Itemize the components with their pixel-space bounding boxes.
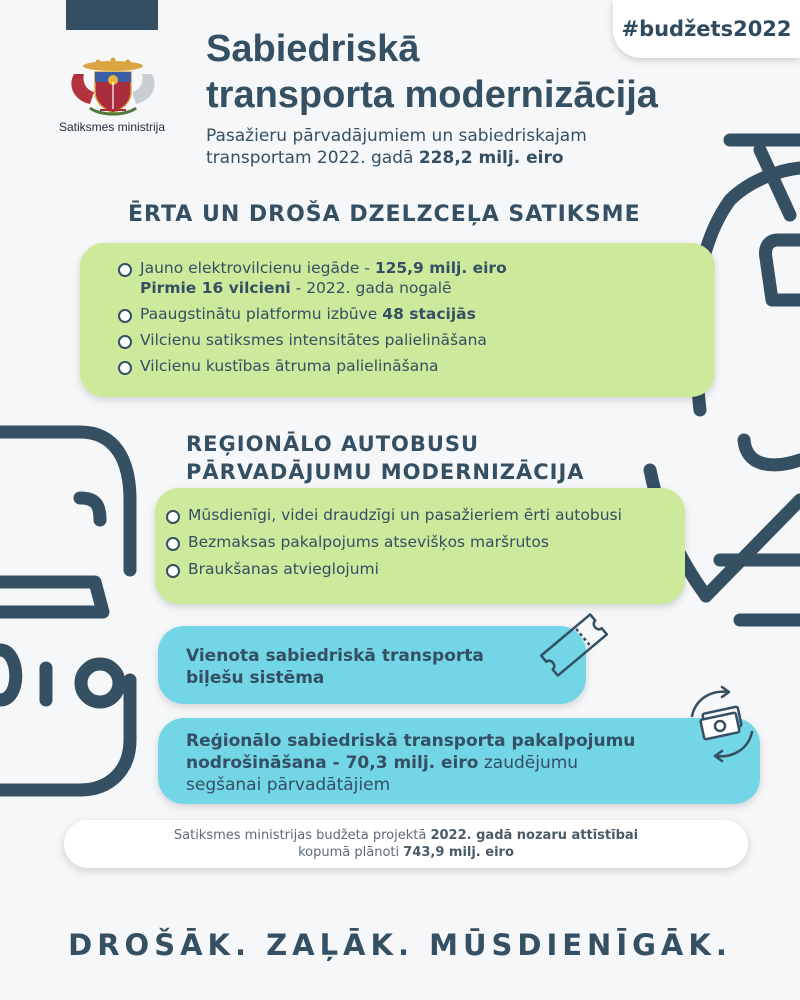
note-total-amount: 743,9 milj. eiro — [403, 845, 514, 860]
hashtag-badge: #budžets2022 — [613, 0, 800, 58]
ticket-line-1: Vienota sabiedriskā transporta — [186, 646, 484, 666]
rail-item-1b-bold: Pirmie 16 vilcieni — [140, 279, 291, 297]
note-bold-1: 2022. gadā nozaru attīstībai — [430, 828, 639, 843]
list-item: Braukšanas atvieglojumi — [164, 559, 622, 579]
ticket-text — [186, 645, 484, 689]
subtitle-amount: 228,2 milj. eiro — [418, 148, 564, 168]
title-line-1: Sabiedriskā — [206, 28, 420, 70]
list-item — [116, 258, 507, 278]
rail-item-1b-text: - 2022. gada nogalē — [290, 279, 452, 297]
bus-heading-line-1: REĢIONĀLO AUTOBUSU — [186, 432, 480, 456]
budget-note-text — [64, 827, 748, 861]
list-item: Bezmaksas pakalpojums atsevišķos maršrutos — [164, 532, 622, 552]
top-decor-tab — [66, 0, 158, 30]
subtitle-line-1: Pasažieru pārvadājumiem un sabiedriskajam — [206, 126, 587, 146]
list-item: Vilcienu satiksmes intensitātes palielināšana — [116, 330, 507, 350]
regional-line-2-rest: zaudējumu — [478, 753, 579, 773]
latvia-coat-of-arms-logo — [60, 44, 166, 116]
regional-line-2 — [186, 752, 746, 774]
subtitle — [206, 125, 666, 169]
note-line-1 — [64, 827, 748, 844]
rail-item-2-text: Paaugstinātu platformu izbūve — [140, 305, 383, 323]
list-item: Mūsdienīgi, videi draudzīgi un pasažieriem ērti autobusi — [164, 505, 622, 525]
rail-section-heading: ĒRTA UN DROŠA DZELZCEĻA SATIKSME — [128, 202, 641, 227]
slogan: DROŠĀK. ZAĻĀK. MŪSDIENĪGĀK. — [68, 928, 732, 962]
regional-line-1: Reģionālo sabiedriskā transporta pakalpojumu — [186, 731, 636, 751]
bus-list — [164, 505, 622, 586]
rail-item-1-text: Jauno elektrovilcienu iegāde - — [140, 259, 375, 277]
rail-item-2-bold: 48 stacijās — [382, 305, 476, 323]
subtitle-year-text: transportam 2022. gadā — [206, 148, 419, 168]
rail-list — [116, 258, 507, 382]
note-line-2-prefix: kopumā plānoti — [298, 845, 404, 860]
title-line-2: transporta modernizācija — [206, 74, 658, 116]
note-prefix: Satiksmes ministrijas budžeta projektā — [173, 828, 431, 843]
rail-item-1-amount: 125,9 milj. eiro — [374, 259, 507, 277]
ticket-line-2: biļešu sistēma — [186, 668, 325, 688]
page-title — [206, 26, 658, 118]
bus-outline-icon — [0, 432, 130, 790]
subtitle-line-2 — [206, 147, 666, 169]
regional-line-3: segšanai pārvadātājiem — [186, 775, 391, 795]
note-line-2 — [64, 844, 748, 861]
regional-amount: nodrošināšana - 70,3 milj. eiro — [186, 753, 479, 773]
list-item — [116, 278, 507, 298]
money-exchange-icon — [682, 684, 762, 764]
bus-section-heading — [186, 430, 585, 486]
list-item — [116, 304, 507, 324]
list-item: Vilcienu kustības ātruma palielināšana — [116, 356, 507, 376]
ministry-name: Satiksmes ministrija — [58, 120, 166, 134]
bus-heading-line-2: PĀRVADĀJUMU MODERNIZĀCIJA — [186, 460, 585, 484]
regional-text — [186, 730, 746, 796]
ticket-icon — [536, 612, 612, 678]
